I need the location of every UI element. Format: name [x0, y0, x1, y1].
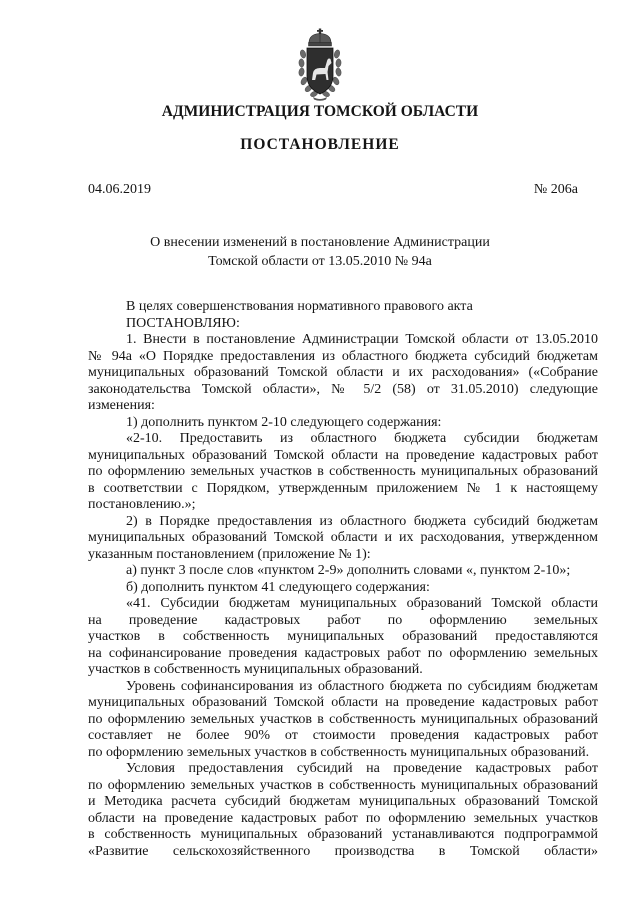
text-line: постановлению.»; — [88, 497, 196, 512]
text-line: на софинансирование проведения кадастровых работ по оформлению земельных — [88, 645, 598, 661]
text-line: на проведение кадастровых работ по оформлению земельных — [88, 612, 598, 628]
point-2-10-paragraph — [88, 431, 598, 514]
text-line: по оформлению земельных участков в собственность муниципальных образований — [88, 777, 598, 793]
text-line: «41. Субсидии бюджетам муниципальных образований Томской области — [126, 596, 598, 611]
emblem-ribbon — [313, 97, 327, 101]
title-line: Томской области от 13.05.2010 № 94а — [208, 254, 432, 269]
subclause-1-paragraph — [88, 415, 598, 432]
text-line: № 94а «О Порядке предоставления из областного бюджета субсидий бюджетам — [88, 348, 598, 364]
resolution-paragraph — [88, 316, 598, 333]
document-title — [0, 233, 640, 271]
text-line: 2) в Порядке предоставления из областного бюджета субсидий бюджетам — [126, 513, 598, 529]
coat-of-arms-icon — [296, 28, 344, 102]
text-line: составляет не более 90% от стоимости проведения кадастровых работ — [88, 728, 598, 743]
text-line: участков в собственность муниципальных образований. — [88, 662, 423, 677]
text-line: в соответствии с Порядком, утвержденным приложением № 1 к настоящему — [88, 480, 598, 496]
subclause-a-paragraph — [88, 563, 598, 580]
text-line: области на проведение кадастровых работ по оформлению земельных участков — [88, 810, 598, 826]
text-line: в собственность муниципальных образований устанавливаются подпрограммой — [88, 827, 598, 842]
document-details — [88, 181, 578, 199]
preamble-paragraph — [88, 299, 598, 316]
text-line: Уровень софинансирования из областного бюджета по субсидиям бюджетам — [126, 678, 598, 694]
text-line: 1. Внести в постановление Администрации Томской области от 13.05.2010 — [126, 332, 598, 347]
subclause-b-paragraph — [88, 580, 598, 597]
decree-body — [88, 299, 598, 860]
text-line: и Методика расчета субсидий бюджетам муниципальных образований Томской — [88, 794, 598, 809]
text-line: муниципальных образований Томской области на проведение кадастровых работ — [88, 695, 598, 710]
text-line: законодательства Томской области», № 5/2 (58) от 31.05.2010) следующие — [88, 381, 598, 397]
text-line: муниципальных образований Томской области на проведение кадастровых работ — [88, 447, 598, 463]
text-line: по оформлению земельных участков в собственность муниципальных образований — [88, 464, 598, 479]
text-line: ПОСТАНОВЛЯЮ: — [126, 315, 240, 331]
text-line: «Развитие сельскохозяйственного производства в Томской области» — [88, 843, 598, 859]
point-41-paragraph — [88, 596, 598, 679]
clause-1-paragraph — [88, 332, 598, 415]
text-line: Условия предоставления субсидий на проведение кадастровых работ — [126, 761, 598, 776]
text-line: В целях совершенствования нормативного правового акта — [126, 299, 473, 314]
subclause-2-paragraph — [88, 514, 598, 564]
document-type: ПОСТАНОВЛЕНИЕ — [240, 136, 400, 153]
document-number: № 206а — [533, 182, 578, 197]
cofinancing-level-paragraph — [88, 679, 598, 762]
conditions-paragraph — [88, 761, 598, 860]
text-line: 1) дополнить пунктом 2-10 следующего содержания: — [126, 414, 442, 430]
title-line: О внесении изменений в постановление Администрации — [150, 235, 490, 250]
text-line: муниципальных образований Томской области и их расходования» («Собрание — [88, 365, 598, 380]
text-line: по оформлению земельных участков в собственность муниципальных образований — [88, 711, 598, 727]
text-line: муниципальных образований Томской области и их расходования, утвержденном — [88, 530, 598, 545]
text-line: а) пункт 3 после слов «пунктом 2-9» дополнить словами «, пунктом 2-10»; — [126, 563, 571, 578]
document-date: 04.06.2019 — [88, 182, 151, 197]
text-line: участков в собственность муниципальных образований предоставляются — [88, 629, 598, 644]
organization-name: АДМИНИСТРАЦИЯ ТОМСКОЙ ОБЛАСТИ — [161, 103, 479, 120]
text-line: по оформлению земельных участков в собственность муниципальных образований. — [88, 744, 590, 760]
emblem-crown — [309, 29, 332, 47]
text-line: «2-10. Предоставить из областного бюджета субсидии бюджетам — [126, 431, 598, 446]
text-line: изменения: — [88, 398, 155, 413]
text-line: указанным постановлением (приложение № 1): — [88, 546, 371, 562]
text-line: б) дополнить пунктом 41 следующего содержания: — [126, 579, 430, 595]
